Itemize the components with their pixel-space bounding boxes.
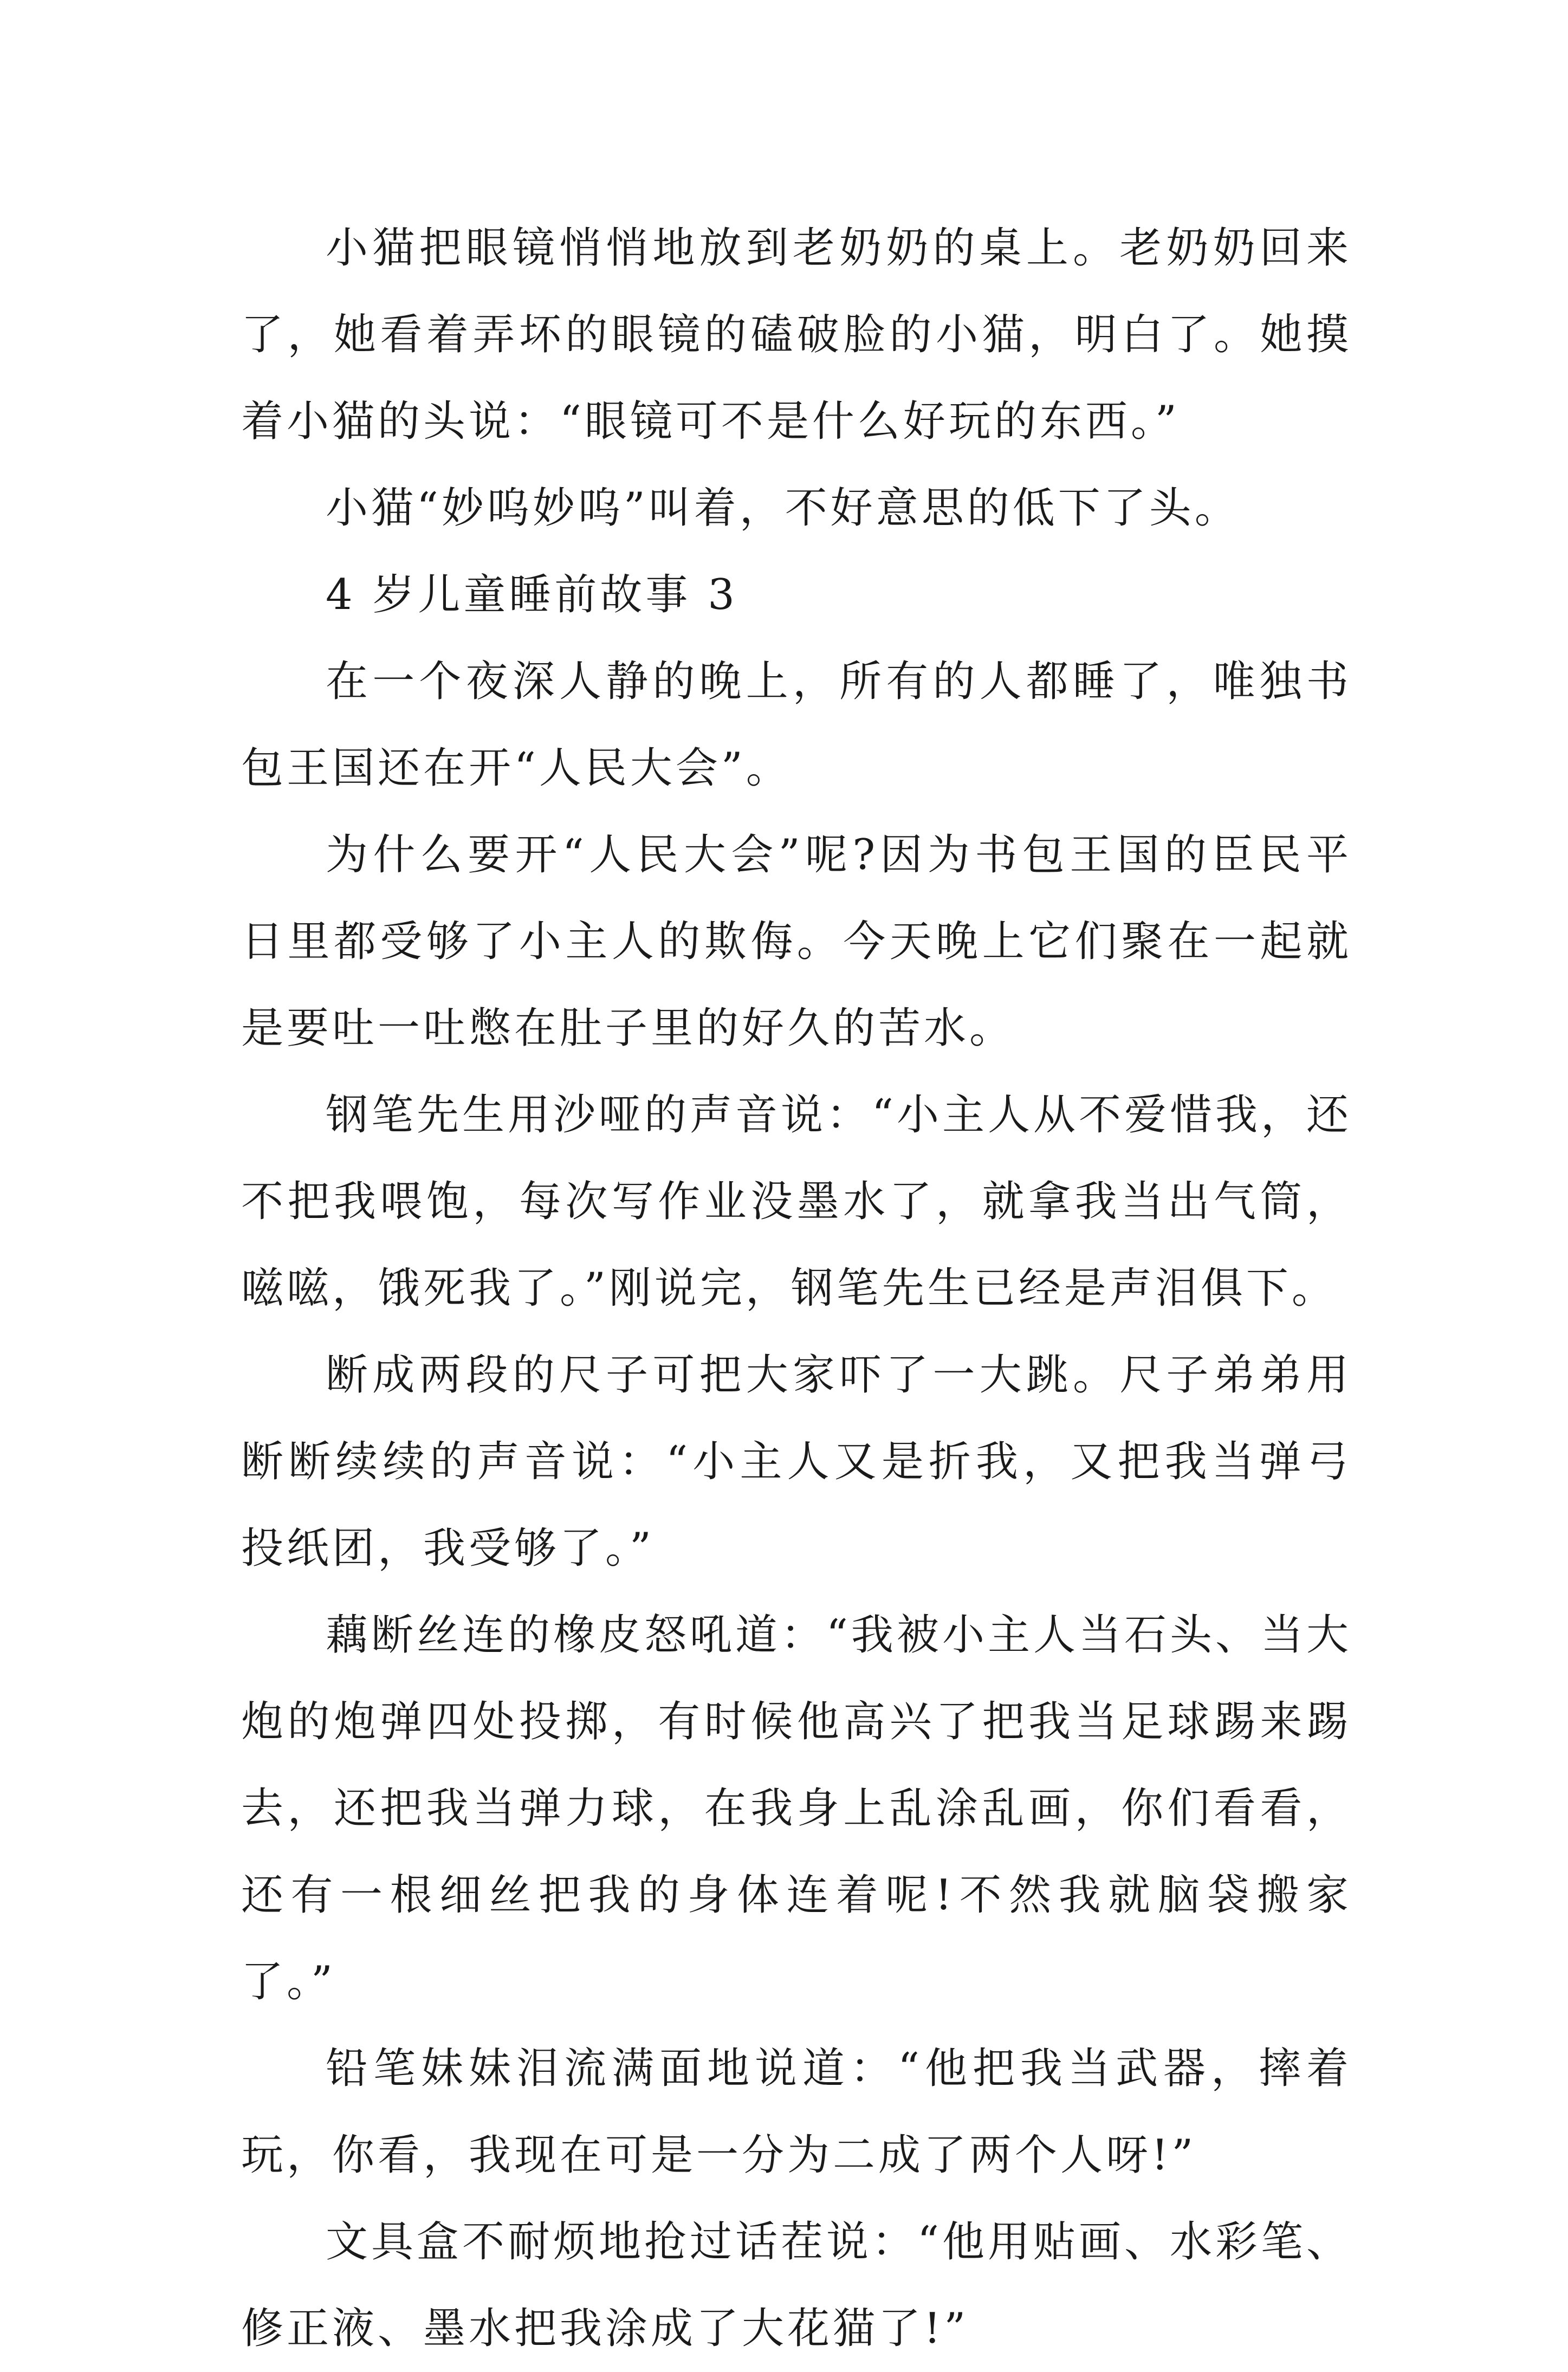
paragraph: 藕断丝连的橡皮怒吼道：“我被小主人当石头、当大炮的炮弹四处投掷，有时候他高兴了把我当足球踢来踢去，还把我当弹力球，在我身上乱涂乱画，你们看看，还有一根细丝把我的身体连着呢!不然我就脑袋搬家了。” [241,1611,1352,2006]
paragraph: 在一个夜深人静的晚上，所有的人都睡了，唯独书包王国还在开“人民大会”。 [241,657,1352,793]
document-body [241,205,1352,2372]
paragraph: 小猫把眼镜悄悄地放到老奶奶的桌上。老奶奶回来了，她看着弄坏的眼镜的磕破脸的小猫，明白了。她摸着小猫的头说：“眼镜可不是什么好玩的东西。” [241,224,1352,446]
paragraph: 为什么要开“人民大会”呢?因为书包王国的臣民平日里都受够了小主人的欺侮。今天晚上它们聚在一起就是要吐一吐憋在肚子里的好久的苦水。 [241,831,1352,1053]
paragraph: 铅笔妹妹泪流满面地说道：“他把我当武器，摔着玩，你看，我现在可是一分为二成了两个人呀!” [241,2044,1352,2180]
paragraph: 断成两段的尺子可把大家吓了一大跳。尺子弟弟用断断续续的声音说：“小主人又是折我，又把我当弹弓投纸团，我受够了。” [241,1351,1352,1573]
paragraph: 小猫“妙呜妙呜”叫着，不好意思的低下了头。 [326,484,1240,533]
paragraph: 文具盒不耐烦地抢过话茬说：“他用贴画、水彩笔、修正液、墨水把我涂成了大花猫了!” [241,2218,1352,2353]
paragraph: 钢笔先生用沙哑的声音说：“小主人从不爱惜我，还不把我喂饱，每次写作业没墨水了，就拿我当出气筒，嗞嗞，饿死我了。”刚说完，钢笔先生已经是声泪俱下。 [241,1091,1352,1313]
section-heading: 4 岁儿童睡前故事 3 [326,571,738,619]
